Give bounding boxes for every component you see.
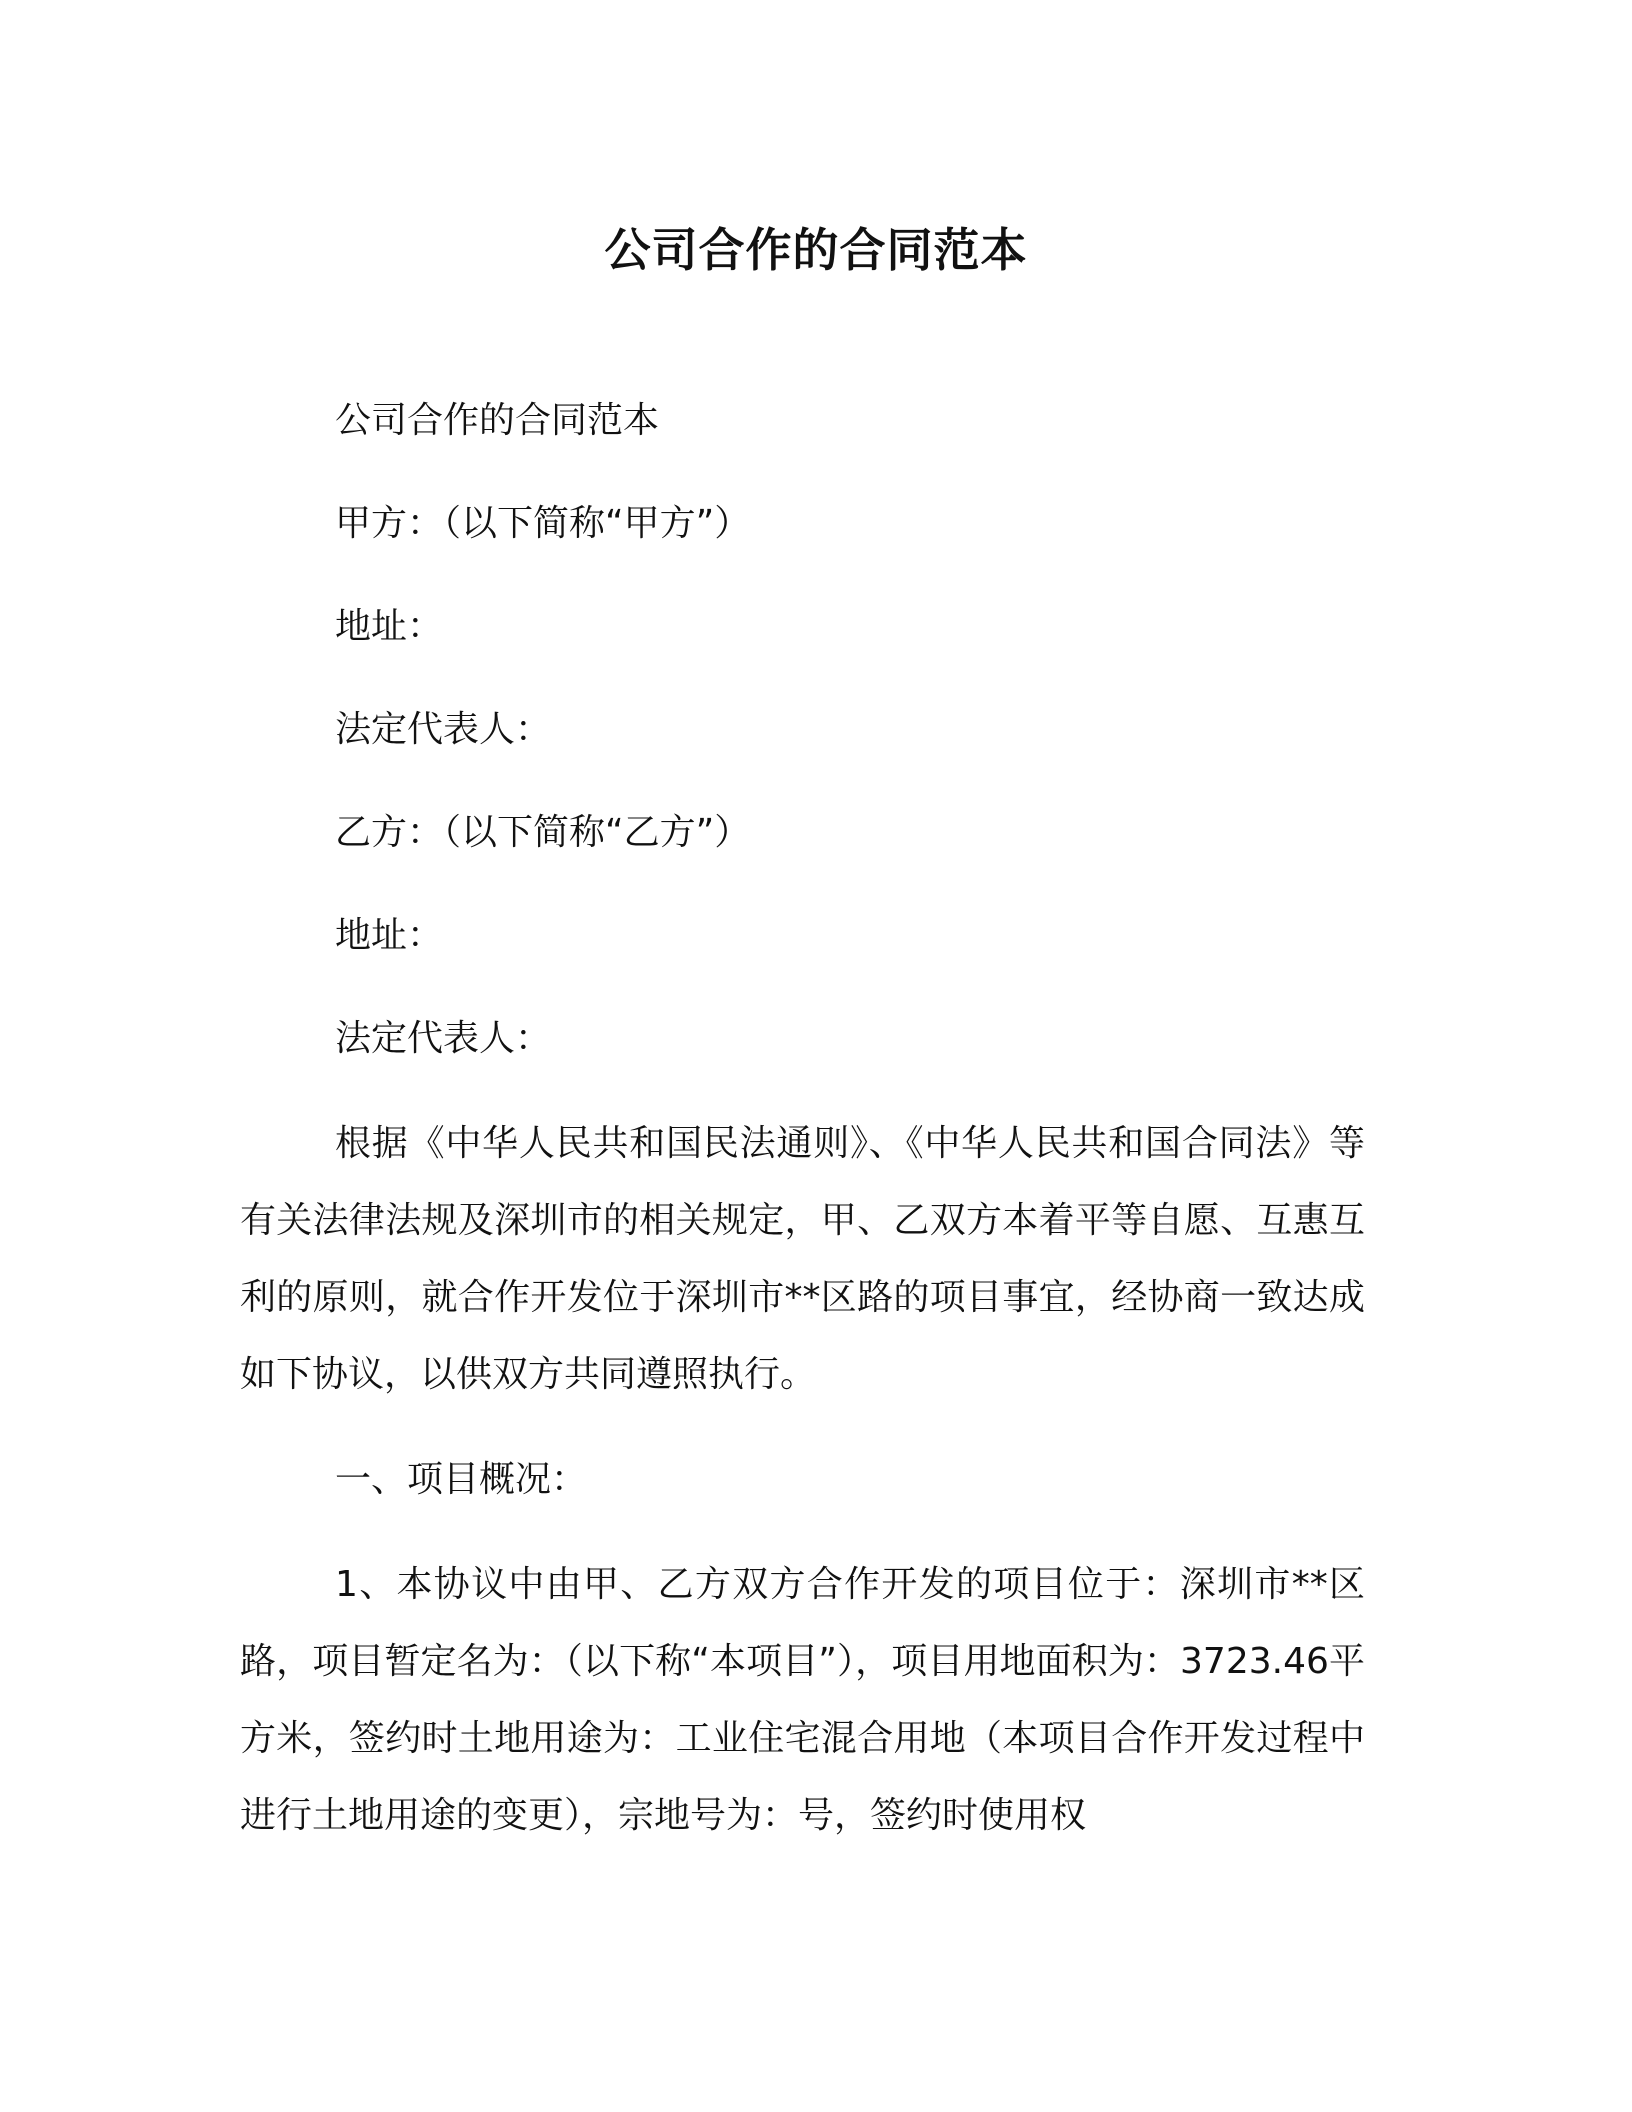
party-a-label: 甲方：（以下简称“甲方”） <box>335 503 751 544</box>
document-title: 公司合作的合同范本 <box>604 223 1028 277</box>
clause-1-1-paragraph: 1、本协议中由甲、乙方双方合作开发的项目位于：深圳市**区路，项目暂定名为：（以下称“本项目”），项目用地面积为：3723.46平方米，签约时土地用途为：工业住宅混合用地（本项目合作开发过程中进行土地用途的变更），宗地号为：号，签约时使用权 <box>240 1564 1365 1836</box>
document-subtitle: 公司合作的合同范本 <box>335 400 660 441</box>
preamble-paragraph: 根据《中华人民共和国民法通则》、《中华人民共和国合同法》等有关法律法规及深圳市的相关规定，甲、乙双方本着平等自愿、互惠互利的原则，就合作开发位于深圳市**区路的项目事宜，经协商一致达成如下协议，以供双方共同遵照执行。 <box>240 1123 1365 1395</box>
party-b-address: 地址： <box>335 915 444 956</box>
party-b-legal-rep: 法定代表人： <box>335 1018 552 1059</box>
section-1-heading: 一、项目概况： <box>335 1459 588 1500</box>
party-a-legal-rep: 法定代表人： <box>335 709 552 750</box>
party-a-address: 地址： <box>335 606 444 647</box>
party-b-label: 乙方：（以下简称“乙方”） <box>335 812 751 853</box>
